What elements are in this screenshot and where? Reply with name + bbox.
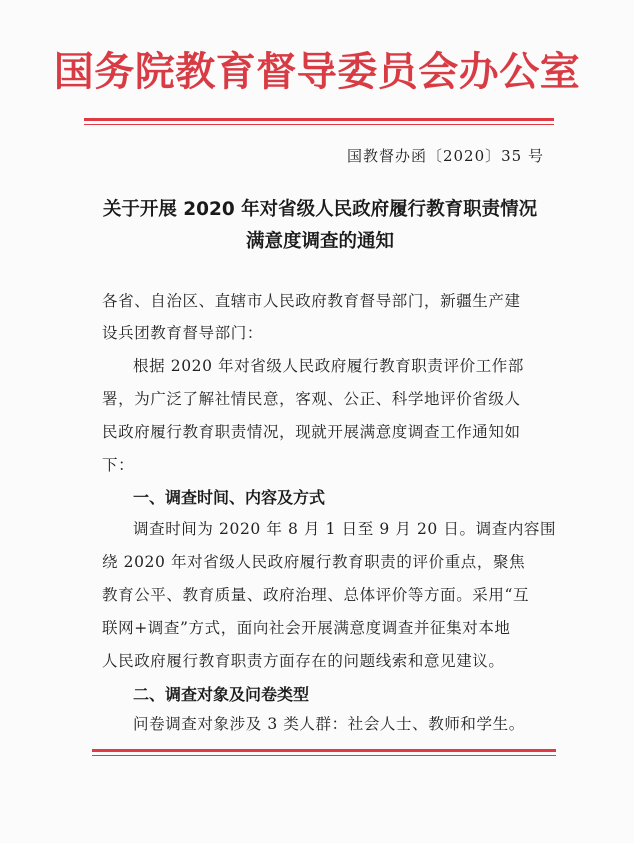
section2-line1: 问卷调查对象涉及 3 类人群：社会人士、教师和学生。 (133, 715, 525, 733)
section1-line3: 教育公平、教育质量、政府治理、总体评价等方面。采用“互 (102, 586, 530, 604)
document-title-line1: 关于开展 2020 年对省级人民政府履行教育职责情况 (102, 199, 538, 220)
header-rule-thin (84, 124, 554, 125)
intro-line2: 署，为广泛了解社情民意，客观、公正、科学地评价省级人 (102, 390, 521, 408)
letterhead-title: 国务院教育督导委员会办公室 (53, 49, 581, 95)
section1-line1: 调查时间为 2020 年 8 月 1 日至 9 月 20 日。调查内容围 (133, 520, 557, 538)
document-title-line2: 满意度调查的通知 (245, 231, 394, 252)
addressee-line2: 设兵团教育督导部门： (102, 324, 264, 342)
section1-line2: 绕 2020 年对省级人民政府履行教育职责的评价重点，聚焦 (102, 553, 526, 571)
header-rule-thick (84, 118, 554, 121)
intro-line1: 根据 2020 年对省级人民政府履行教育职责评价工作部 (133, 357, 525, 375)
intro-line4: 下： (102, 456, 135, 474)
document-number: 国教督办函〔2020〕35 号 (346, 147, 544, 165)
footer-rule-thin (92, 755, 556, 756)
section1-line5: 人民政府履行教育职责方面存在的问题线索和意见建议。 (102, 652, 505, 670)
intro-line3: 民政府履行教育职责情况，现就开展满意度调查工作通知如 (102, 423, 521, 441)
section1-line4: 联网+调查”方式，面向社会开展满意度调查并征集对本地 (102, 619, 511, 637)
addressee-line1: 各省、自治区、直辖市人民政府教育督导部门，新疆生产建 (102, 292, 521, 310)
section2-heading: 二、调查对象及问卷类型 (133, 685, 310, 704)
footer-rule-thick (92, 749, 556, 752)
section1-heading: 一、调查时间、内容及方式 (133, 488, 326, 507)
